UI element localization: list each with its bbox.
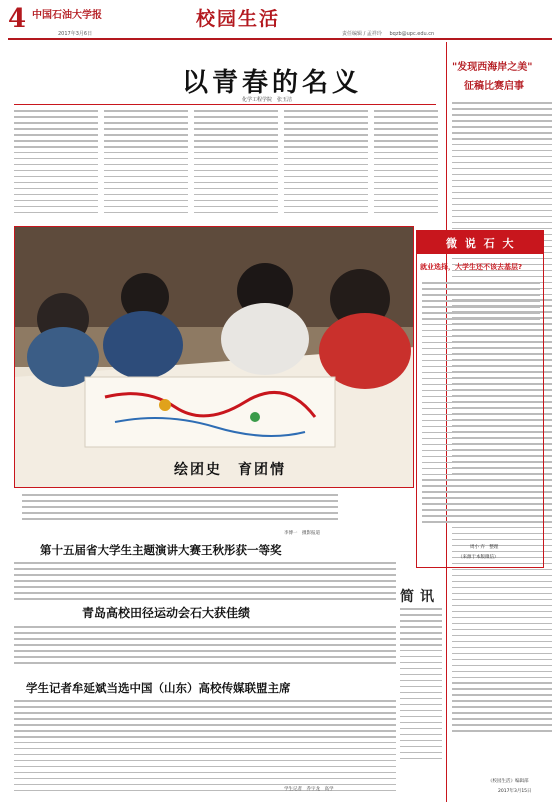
photo-caption-text (22, 494, 338, 528)
sidebar-date: 2017年3月15日 (498, 789, 532, 794)
photo-caption-credit: 李博一 摄影报道 (284, 531, 320, 536)
aside-source: （来源于本版微信） (458, 555, 499, 560)
paper-name: 中国石油大学报 (32, 10, 102, 21)
briefs-title: 简讯 (400, 589, 440, 605)
lead-article-column-4 (284, 110, 368, 218)
section-title: 校园生活 (196, 8, 281, 30)
issue-date: 2017年3月6日 (58, 31, 93, 37)
aside-body (422, 282, 540, 530)
news-3-body (14, 700, 396, 800)
lead-article-title: 以青春的名义 (182, 68, 363, 98)
news-2-body (14, 626, 396, 670)
editor-name: 责任编辑 / 孟祥玲 (342, 31, 382, 37)
photo-illustration (15, 227, 414, 488)
news-3-headline: 学生记者牟延斌当选中国（山东）高校传媒联盟主席 (26, 681, 291, 695)
lead-article-column-1 (14, 110, 98, 218)
news-1-headline: 第十五届省大学生主题演讲大赛王秋彤获一等奖 (40, 543, 282, 557)
sidebar-title-line2: 征稿比赛启事 (464, 81, 524, 92)
news-2-headline: 青岛高校田径运动会石大获佳绩 (82, 606, 251, 620)
sidebar-title-line1: "发现西海岸之美" (452, 62, 533, 73)
sidebar-signoff: 《校园生活》编辑部 (488, 779, 529, 784)
photo-caption-title: 绘团史 育团情 (174, 462, 286, 478)
aside-author: 周小 卉 整理 (470, 545, 499, 550)
briefs-body (400, 608, 442, 768)
editor-email: bqzb@upc.edu.cn (389, 31, 435, 37)
lead-article-column-5 (374, 110, 438, 218)
lead-article-column-3 (194, 110, 278, 218)
briefs-credit: 学生记者 乔宇龙 高学 (284, 787, 334, 792)
editor-line (342, 30, 434, 37)
aside-banner (416, 230, 544, 254)
lead-article-byline: 化学工程学院 张玉洁 (242, 97, 293, 103)
lead-title-rule (14, 104, 436, 105)
aside-headline: 就业选择，大学生还不该去基层? (420, 263, 523, 271)
aside-banner-text: 微 说 石 大 (446, 237, 516, 250)
news-1-body (14, 562, 396, 602)
page-number: 4 (8, 4, 27, 34)
lead-article-column-2 (104, 110, 188, 218)
feature-photo (14, 226, 414, 488)
